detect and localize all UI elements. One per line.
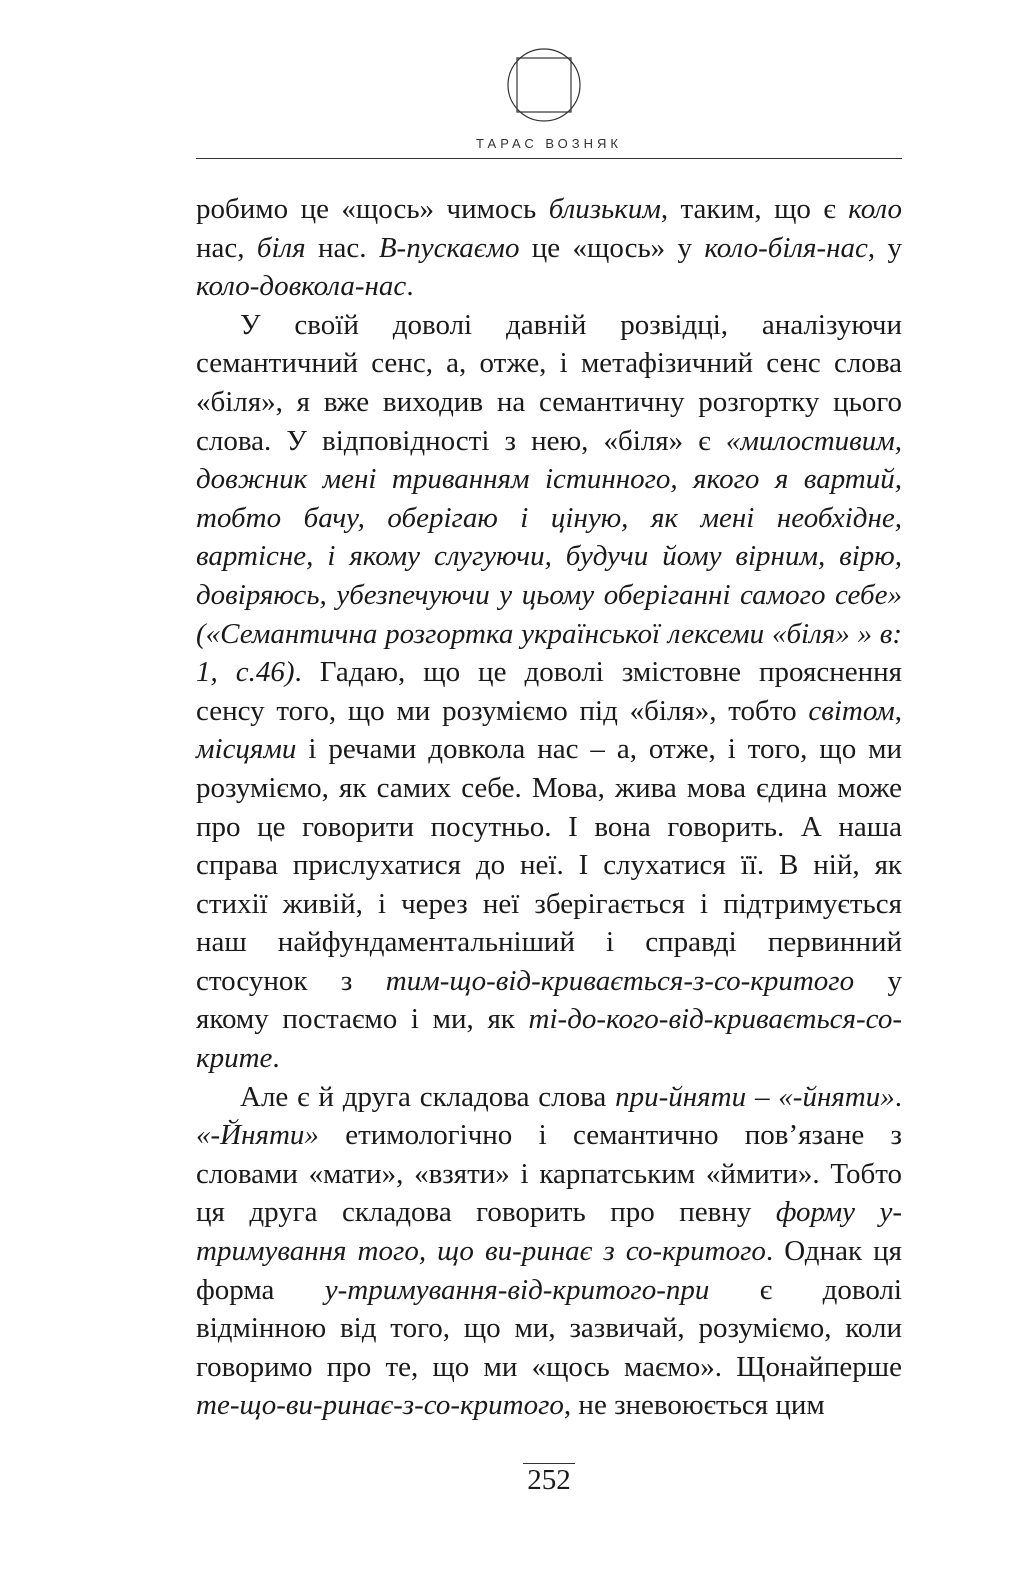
- italic-run: у-тримування-від-критого-при: [324, 1273, 710, 1306]
- italic-run: біля: [256, 231, 306, 264]
- italic-run: «-йняти»: [778, 1080, 895, 1113]
- italic-run: місцями: [196, 733, 297, 766]
- italic-run: коло-біля-нас: [704, 231, 868, 264]
- italic-run: коло-довкола-нас: [196, 270, 407, 303]
- italic-run: коло: [848, 193, 902, 225]
- paragraph-1: робимо це «щось» чимось близьким, таким, що є коло нас, біля нас. В-пускаємо це «щось» у коло-біля-нас, у коло-довкола-нас.: [196, 193, 903, 303]
- circle-square-emblem: [506, 47, 582, 123]
- body-text: [196, 190, 902, 1425]
- italic-run: близьким: [548, 193, 661, 225]
- italic-run: тим-що-від-кривається-з-со-критого: [385, 964, 855, 997]
- italic-run: «-Йняти»: [196, 1119, 319, 1152]
- italic-run: світом: [808, 694, 895, 727]
- paragraph-3: Але є й друга складова слова при-йняти – «-йняти». «-Йняти» етимологічно і семантично пов’язане з словами «мати», «взяти» і карпатським «ймити». Тобто ця друга складова говорить про певну форму у-тримування того, що ви-ринає з со-критого. Однак ця форма у-тримування-від-критого-при є доволі відмінною від того, що ми, зазвичай, розуміємо, коли говоримо про те, що ми «щось маємо». Щонайперше те-що-ви-ринає-з-со-критого, не зневоюється цим: [196, 1080, 902, 1422]
- running-head: ТАРАС ВОЗНЯК: [476, 136, 622, 151]
- italic-run: «милостивим, довжник мені триванням істинного, якого я вартий, тобто бачу, оберігаю і ціную, як мені необхідне, вартісне, і якому слугуючи, будучи йому вірним, вірю, довіряюсь, убезпечуючи у цьому оберіганні самого себе» («Семантична розгортка української лексеми «біля» » в: 1, с.46): [196, 424, 902, 689]
- italic-run: при-йняти: [615, 1080, 747, 1113]
- italic-run: форму у-тримування того, що ви-ринає з со-критого: [196, 1196, 902, 1268]
- page-number-text: 252: [523, 1463, 575, 1496]
- italic-run: В-пускаємо: [378, 231, 520, 264]
- italic-run: те-що-ви-ринає-з-со-критого: [196, 1389, 564, 1422]
- page-number: [196, 1463, 902, 1497]
- italic-run: ті-до-кого-від-кривається-со-крите: [196, 1003, 902, 1075]
- paragraph-2: У своїй доволі давній розвідці, аналізуючи семантичний сенс, а, отже, і метафізичний сенс слова «біля», я вже виходив на семантичну розгортку цього слова. У відповідності з нею, «біля» є «милостивим, довжник мені триванням істинного, якого я вартий, тобто бачу, оберігаю і ціную, як мені необхідне, вартісне, і якому слугуючи, будучи йому вірним, вірю, довіряюсь, убезпечуючи у цьому оберіганні самого себе» («Семантична розгортка української лексеми «біля» » в: 1, с.46). Гадаю, що це доволі змістовне прояснення сенсу того, що ми розуміємо під «біля», тобто світом, місцями і речами довкола нас – а, отже, і того, що ми розуміємо, як самих себе. Мова, жива мова єдина може про це говорити посутньо. І вона говорить. А наша справа прислухатися до неї. І слухатися її. В ній, як стихії живій, і через неї зберігається і підтримується наш найфундаментальніший і справді первинний стосунок з тим-що-від-кривається-з-со-критого у якому постаємо і ми, як ті-до-кого-від-кривається-со-крите.: [196, 308, 902, 1075]
- header-rule: [196, 158, 902, 159]
